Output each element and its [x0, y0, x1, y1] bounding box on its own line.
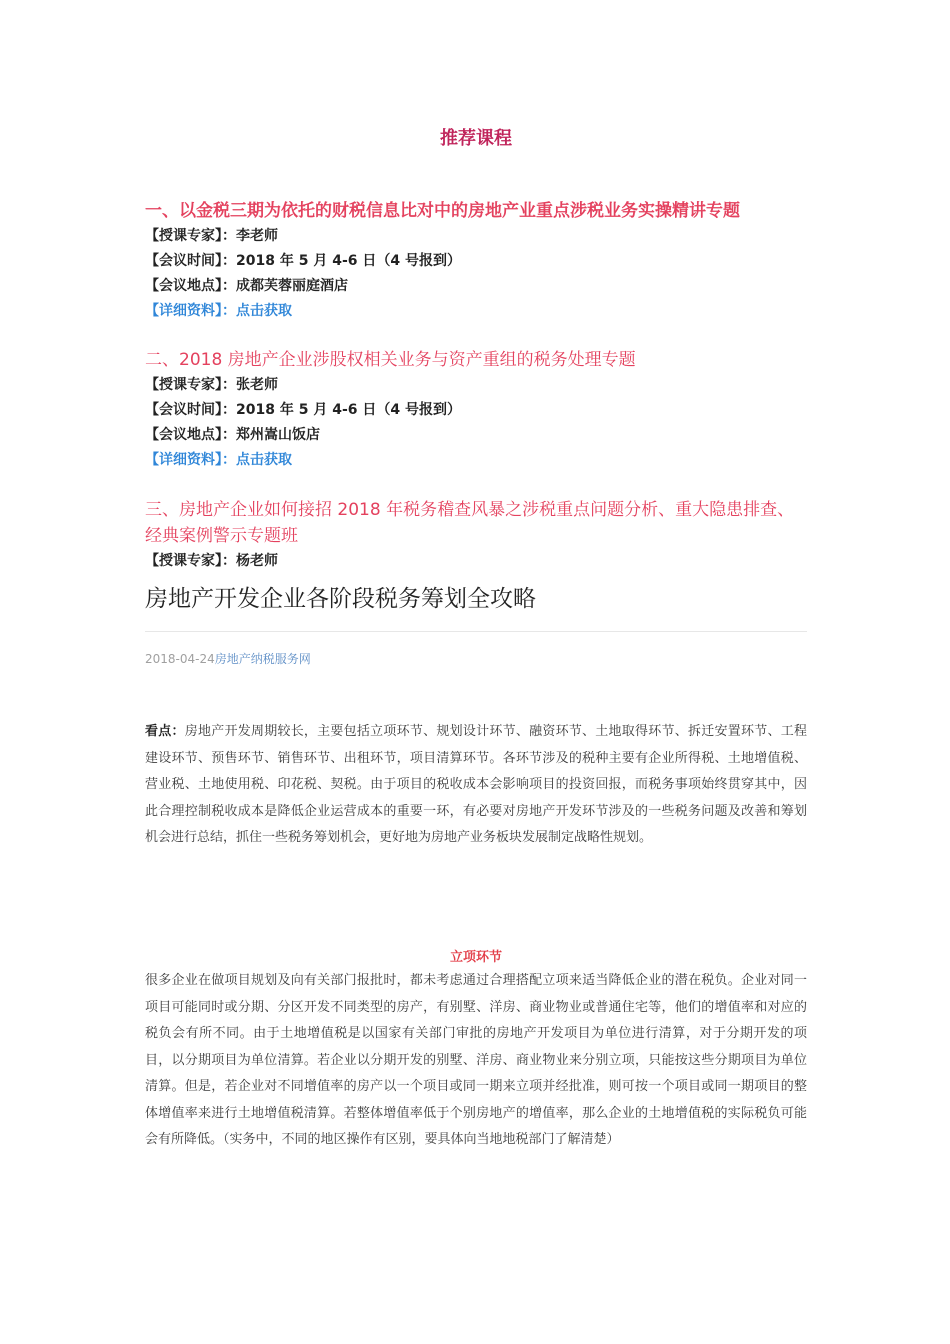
course-2-title[interactable]: 二、2018 房地产企业涉股权相关业务与资产重组的税务处理专题: [145, 350, 636, 370]
expert-value: 杨老师: [236, 553, 278, 569]
expert-label: 【授课专家】：: [145, 553, 236, 569]
course-1-title[interactable]: 一、以金税三期为依托的财税信息比对中的房地产业重点涉税业务实操精讲专题: [145, 201, 740, 221]
course-2-time: [145, 398, 807, 423]
course-1: [145, 198, 807, 324]
place-label: 【会议地点】：: [145, 427, 236, 443]
place-value: 郑州嵩山饭店: [236, 427, 320, 443]
course-3-title[interactable]: 三、房地产企业如何接招 2018 年税务稽查风暴之涉税重点问题分析、重大隐患排查、经典案例警示专题班: [145, 500, 795, 546]
course-1-expert: [145, 224, 807, 249]
article-date: 2018-04-24: [145, 652, 215, 666]
course-1-time: [145, 249, 807, 274]
detail-label: 【详细资料】：: [145, 303, 236, 319]
intro-text: 房地产开发周期较长，主要包括立项环节、规划设计环节、融资环节、土地取得环节、拆迁安置环节、工程建设环节、预售环节、销售环节、出租环节，项目清算环节。各环节涉及的税种主要有企业所得税、土地增值税、营业税、土地使用税、印花税、契税。由于项目的税收成本会影响项目的投资回报，而税务事项始终贯穿其中，因此合理控制税收成本是降低企业运营成本的重要一环，有必要对房地产开发环节涉及的一些税务问题及改善和筹划机会进行总结，抓住一些税务筹划机会，更好地为房地产业务板块发展制定战略性规划。: [145, 724, 807, 845]
expert-label: 【授课专家】：: [145, 228, 236, 244]
course-1-place: [145, 274, 807, 299]
section-title: 立项环节: [449, 950, 502, 965]
article-source-link[interactable]: 房地产纳税服务网: [214, 652, 311, 666]
course-2: [145, 347, 807, 473]
intro-paragraph: [145, 719, 807, 852]
time-value: 2018 年 5 月 4-6 日（4 号报到）: [236, 402, 461, 418]
course-1-detail: [145, 299, 807, 324]
course-3-expert: [145, 549, 807, 574]
course-2-place: [145, 423, 807, 448]
intro-label: 看点：: [145, 724, 185, 739]
article-title: 房地产开发企业各阶段税务筹划全攻略: [145, 586, 536, 612]
detail-link[interactable]: 点击获取: [236, 452, 292, 468]
detail-label: 【详细资料】：: [145, 452, 236, 468]
time-label: 【会议时间】：: [145, 253, 236, 269]
recommend-title: 推荐课程: [440, 128, 512, 149]
expert-label: 【授课专家】：: [145, 377, 236, 393]
divider: [145, 631, 807, 632]
place-label: 【会议地点】：: [145, 278, 236, 294]
section-paragraph: 很多企业在做项目规划及向有关部门报批时，都未考虑通过合理搭配立项来适当降低企业的潜在税负。企业对同一项目可能同时或分期、分区开发不同类型的房产，有别墅、洋房、商业物业或普通住宅等，他们的增值率和对应的税负会有所不同。由于土地增值税是以国家有关部门审批的房地产开发项目为单位进行清算，对于分期开发的项目，以分期项目为单位清算。若企业以分期开发的别墅、洋房、商业物业来分别立项，只能按这些分期项目为单位清算。但是，若企业对不同增值率的房产以一个项目或同一期来立项并经批准，则可按一个项目或同一期项目的整体增值率来进行土地增值税清算。若整体增值率低于个别房地产的增值率，那么企业的土地增值税的实际税负可能会有所降低。（实务中，不同的地区操作有区别，要具体向当地地税部门了解清楚）: [145, 973, 807, 1147]
place-value: 成都芙蓉丽庭酒店: [236, 278, 348, 294]
course-2-expert: [145, 373, 807, 398]
detail-link[interactable]: 点击获取: [236, 303, 292, 319]
time-label: 【会议时间】：: [145, 402, 236, 418]
expert-value: 李老师: [236, 228, 278, 244]
course-3: [145, 497, 807, 574]
article-meta: [145, 650, 311, 667]
time-value: 2018 年 5 月 4-6 日（4 号报到）: [236, 253, 461, 269]
course-2-detail: [145, 448, 807, 473]
expert-value: 张老师: [236, 377, 278, 393]
